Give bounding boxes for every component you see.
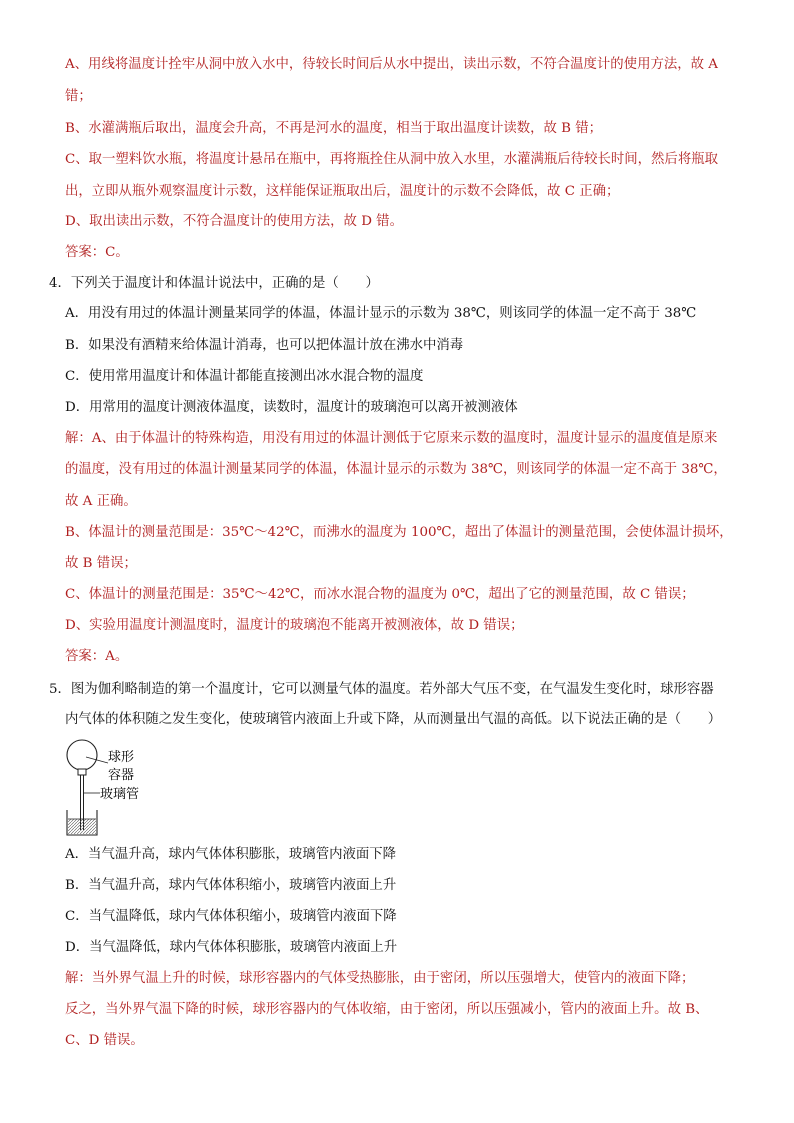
q3-solution-line-2: 错； <box>65 89 92 104</box>
q5-solution-line-3: C、D 错误。 <box>65 1033 144 1048</box>
q3-solution-line-6: D、取出读出示数，不符合温度计的使用方法，故 D 错。 <box>65 214 403 229</box>
q4-option-c: C．使用常用温度计和体温计都能直接测出冰水混合物的温度 <box>65 369 424 384</box>
q4-option-d: D．用常用的温度计测液体温度，读数时，温度计的玻璃泡可以离开被测液体 <box>65 400 518 415</box>
q4-solution-line-4: B、体温计的测量范围是：35℃～42℃，而沸水的温度为 100℃，超出了体温计的测量范围，会使体温计损坏， <box>65 525 733 540</box>
q5-solution-line-1: 解：当外界气温上升的时候，球形容器内的气体受热膨胀，由于密闭，所以压强增大，使管内的液面下降； <box>65 971 695 986</box>
liquid <box>68 819 96 834</box>
q3-solution-line-1: A、用线将温度计拴牢从洞中放入水中，待较长时间后从水中提出，读出示数，不符合温度计的使用方法，故 A <box>65 57 718 72</box>
q4-answer: 答案：A。 <box>65 649 129 664</box>
stopper <box>78 769 86 775</box>
q4-solution-line-6: C、体温计的测量范围是：35℃～42℃，而冰水混合物的温度为 0℃，超出了它的测量范围，故 C 错误； <box>65 587 695 602</box>
q4-option-a: A．用没有用过的体温计测量某同学的体温，体温计显示的示数为 38℃，则该同学的体温一定不高于 38℃ <box>65 306 697 321</box>
q4-solution-line-7: D、实验用温度计测温度时，温度计的玻璃泡不能离开被测液体，故 D 错误； <box>65 618 524 633</box>
q5-option-b: B．当气温升高，球内气体体积缩小，玻璃管内液面上升 <box>65 878 397 893</box>
q4-solution-line-2: 的温度，没有用过的体温计测量某同学的体温，体温计显示的示数为 38℃，则该同学的体温一定不高于 38℃， <box>65 462 727 477</box>
q4-solution-line-1: 解：A、由于体温计的特殊构造，用没有用过的体温计测低于它原来示数的温度时，温度计显示的温度值是原来 <box>65 431 718 446</box>
q3-solution-line-5: 出，立即从瓶外观察温度计示数，这样能保证瓶取出后，温度计的示数不会降低，故 C 正确； <box>65 184 620 199</box>
sphere-container <box>67 740 97 770</box>
q5-stem-line-1: 5．图为伽利略制造的第一个温度计，它可以测量气体的温度。若外部大气压不变，在气温发生变化时，球形容器 <box>49 682 714 697</box>
q3-answer: 答案：C。 <box>65 245 129 260</box>
q5-solution-line-2: 反之，当外界气温下降的时候，球形容器内的气体收缩，由于密闭，所以压强减小，管内的液面上升。故 B、 <box>65 1002 709 1017</box>
thermometer-figure <box>62 735 172 840</box>
galileo-thermometer-diagram <box>62 735 172 840</box>
q4-stem: 4．下列关于温度计和体温计说法中，正确的是（ ） <box>49 276 379 291</box>
q4-solution-line-5: 故 B 错误； <box>65 556 137 571</box>
q4-option-b: B．如果没有酒精来给体温计消毒，也可以把体温计放在沸水中消毒 <box>65 338 464 353</box>
tube-label: 玻璃管 <box>100 787 140 802</box>
sphere-label-line-2: 容器 <box>108 768 135 783</box>
q5-stem-line-2: 内气体的体积随之发生变化，使玻璃管内液面上升或下降，从而测量出气温的高低。以下说法正确的是（ ） <box>65 712 722 727</box>
q5-option-c: C．当气温降低，球内气体体积缩小，玻璃管内液面下降 <box>65 909 397 924</box>
sphere-label-line-1: 球形 <box>108 750 135 765</box>
q4-solution-line-3: 故 A 正确。 <box>65 494 137 509</box>
q5-option-a: A．当气温升高，球内气体体积膨胀，玻璃管内液面下降 <box>65 847 397 862</box>
q3-solution-line-4: C、取一塑料饮水瓶，将温度计悬吊在瓶中，再将瓶拴住从洞中放入水里，水灌满瓶后待较长时间，然后将瓶取 <box>65 152 718 167</box>
q3-solution-line-3: B、水灌满瓶后取出，温度会升高，不再是河水的温度，相当于取出温度计读数，故 B 错； <box>65 121 603 136</box>
q5-option-d: D．当气温降低，球内气体体积膨胀，玻璃管内液面上升 <box>65 940 398 955</box>
